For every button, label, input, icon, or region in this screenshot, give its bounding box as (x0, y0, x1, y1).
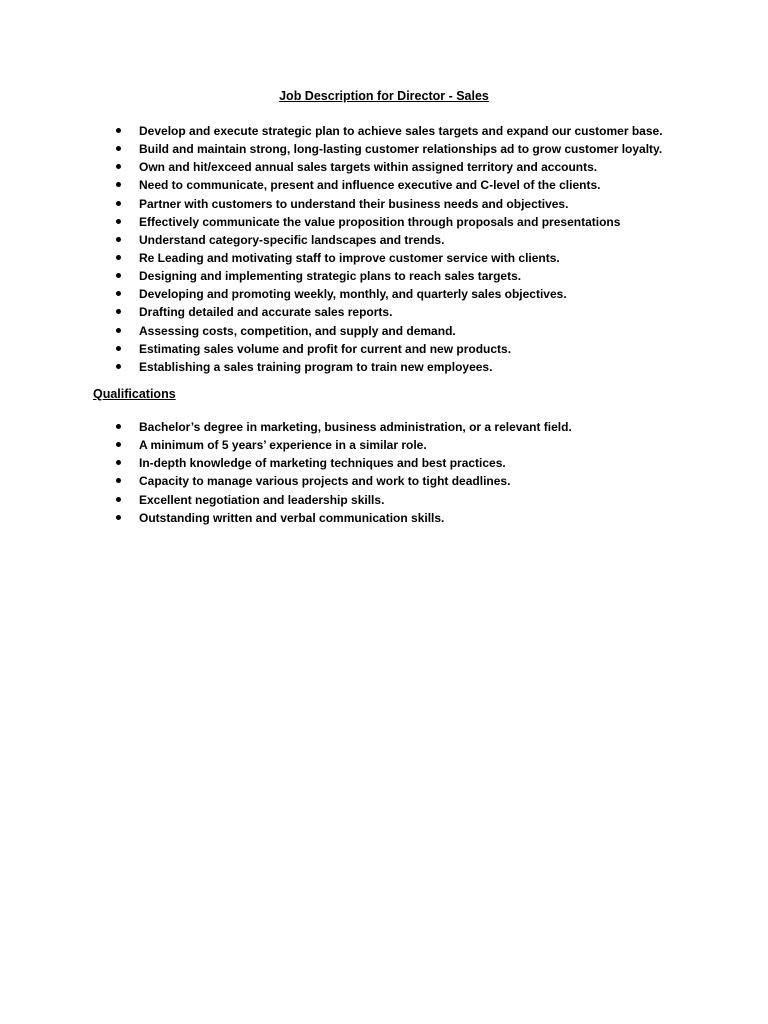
list-item-text: In-depth knowledge of marketing techniques and best practices. (139, 456, 506, 471)
list-item-text: Developing and promoting weekly, monthly, and quarterly sales objectives. (139, 287, 567, 302)
bullet-icon (116, 273, 121, 278)
list-item (116, 213, 663, 231)
list-item-text: A minimum of 5 years’ experience in a similar role. (139, 438, 427, 453)
list-item (116, 195, 663, 213)
bullet-icon (116, 460, 121, 465)
bullet-icon (116, 128, 121, 133)
bullet-icon (116, 237, 121, 242)
bullet-icon (116, 424, 121, 429)
list-item (116, 285, 663, 303)
list-item-text: Bachelor’s degree in marketing, business administration, or a relevant field. (139, 420, 572, 434)
bullet-icon (116, 442, 121, 447)
list-item (116, 436, 572, 454)
list-item (116, 249, 663, 267)
list-item (116, 231, 663, 249)
qualifications-list (116, 418, 572, 527)
list-item (116, 322, 663, 340)
list-item-text: Re Leading and motivating staff to improve customer service with clients. (139, 250, 560, 265)
qualifications-heading: Qualifications (93, 387, 176, 401)
list-item-text: Outstanding written and verbal communication skills. (139, 510, 445, 525)
list-item-text: Assessing costs, competition, and supply and demand. (139, 323, 456, 338)
list-item (116, 509, 572, 527)
bullet-icon (116, 328, 121, 333)
list-item-text: Understand category-specific landscapes and trends. (139, 232, 445, 247)
bullet-icon (116, 346, 121, 351)
list-item (116, 122, 663, 140)
bullet-icon (116, 182, 121, 187)
bullet-icon (116, 146, 121, 151)
list-item-text: Designing and implementing strategic plans to reach sales targets. (139, 269, 522, 284)
list-item-text: Own and hit/exceed annual sales targets within assigned territory and accounts. (139, 160, 598, 175)
bullet-icon (116, 291, 121, 296)
list-item-text: Develop and execute strategic plan to achieve sales targets and expand our customer base. (139, 124, 663, 138)
list-item (116, 158, 663, 176)
bullet-icon (116, 309, 121, 314)
bullet-icon (116, 364, 121, 369)
list-item (116, 418, 572, 436)
list-item-text: Effectively communicate the value proposition through proposals and presentations (139, 214, 621, 229)
list-item (116, 472, 572, 490)
list-item (116, 454, 572, 472)
list-item (116, 340, 663, 358)
list-item (116, 303, 663, 321)
list-item-text: Build and maintain strong, long-lasting customer relationships ad to grow customer loyalty. (139, 142, 663, 157)
bullet-icon (116, 219, 121, 224)
bullet-icon (116, 497, 121, 502)
bullet-icon (116, 201, 121, 206)
list-item (116, 140, 663, 158)
list-item-text: Drafting detailed and accurate sales reports. (139, 305, 393, 320)
list-item-text: Capacity to manage various projects and work to tight deadlines. (139, 474, 511, 489)
list-item-text: Establishing a sales training program to train new employees. (139, 359, 493, 374)
page-title: Job Description for Director - Sales (279, 89, 489, 103)
list-item-text: Partner with customers to understand their business needs and objectives. (139, 196, 569, 211)
list-item (116, 491, 572, 509)
list-item-text: Excellent negotiation and leadership skills. (139, 492, 385, 507)
list-item (116, 176, 663, 194)
bullet-icon (116, 164, 121, 169)
list-item-text: Need to communicate, present and influence executive and C-level of the clients. (139, 178, 601, 193)
bullet-icon (116, 255, 121, 260)
list-item (116, 267, 663, 285)
bullet-icon (116, 478, 121, 483)
bullet-icon (116, 515, 121, 520)
list-item (116, 358, 663, 376)
duties-list (116, 122, 663, 376)
list-item-text: Estimating sales volume and profit for current and new products. (139, 341, 512, 356)
